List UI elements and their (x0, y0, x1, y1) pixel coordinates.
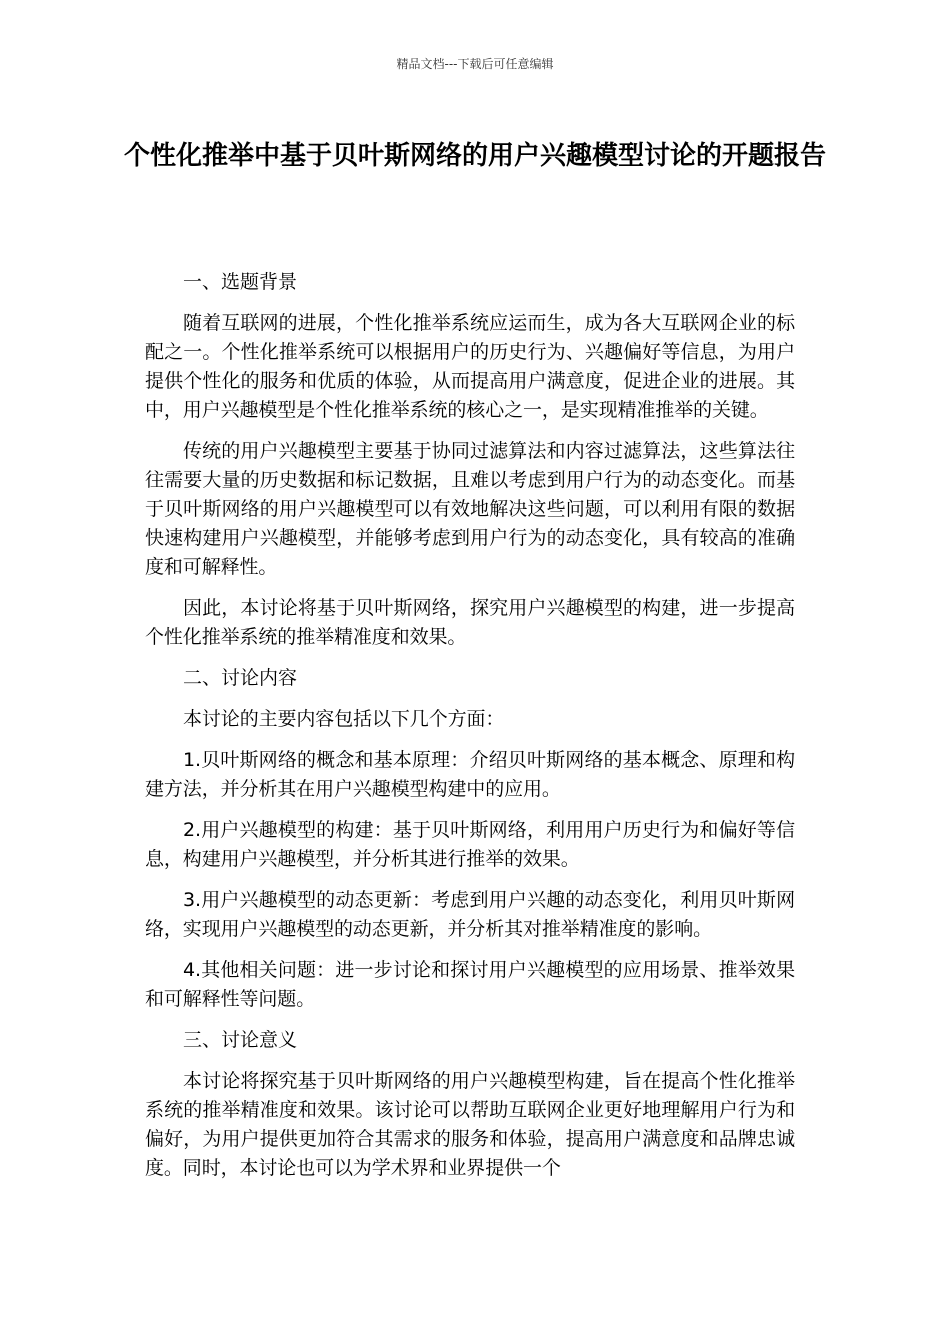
significance-paragraph-1: 本讨论将探究基于贝叶斯网络的用户兴趣模型构建，旨在提高个性化推举系统的推举精准度和效果。该讨论可以帮助互联网企业更好地理解用户行为和偏好，为用户提供更加符合其需求的服务和体验，提高用户满意度和品牌忠诚度。同时，本讨论也可以为学术界和业界提供一个 (145, 1070, 795, 1179)
content-item-3: 3.用户兴趣模型的动态更新：考虑到用户兴趣的动态变化，利用贝叶斯网络，实现用户兴趣模型的动态更新，并分析其对推举精准度的影响。 (145, 889, 795, 940)
page-header: 精品文档---下载后可任意编辑 (396, 57, 554, 71)
content-intro: 本讨论的主要内容包括以下几个方面： (183, 708, 505, 730)
content-item-4: 4.其他相关问题：进一步讨论和探讨用户兴趣模型的应用场景、推举效果和可解释性等问题。 (145, 959, 795, 1010)
section-heading-background: 一、选题背景 (183, 271, 298, 293)
content-item-2: 2.用户兴趣模型的构建：基于贝叶斯网络，利用用户历史行为和偏好等信息，构建用户兴趣模型，并分析其进行推举的效果。 (145, 819, 795, 870)
section-heading-content: 二、讨论内容 (183, 667, 298, 689)
background-paragraph-3: 因此，本讨论将基于贝叶斯网络，探究用户兴趣模型的构建，进一步提高个性化推举系统的推举精准度和效果。 (145, 597, 795, 648)
document-body (145, 268, 795, 1195)
background-paragraph-1: 随着互联网的进展，个性化推举系统应运而生，成为各大互联网企业的标配之一。个性化推举系统可以根据用户的历史行为、兴趣偏好等信息，为用户提供个性化的服务和优质的体验，从而提高用户满意度，促进企业的进展。其中，用户兴趣模型是个性化推举系统的核心之一，是实现精准推举的关键。 (145, 312, 795, 421)
document-title: 个性化推举中基于贝叶斯网络的用户兴趣模型讨论的开题报告 (123, 141, 826, 171)
section-heading-significance: 三、讨论意义 (183, 1029, 298, 1051)
background-paragraph-2: 传统的用户兴趣模型主要基于协同过滤算法和内容过滤算法，这些算法往往需要大量的历史数据和标记数据，且难以考虑到用户行为的动态变化。而基于贝叶斯网络的用户兴趣模型可以有效地解决这些问题，可以利用有限的数据快速构建用户兴趣模型，并能够考虑到用户行为的动态变化，具有较高的准确度和可解释性。 (145, 440, 795, 578)
content-item-1: 1.贝叶斯网络的概念和基本原理：介绍贝叶斯网络的基本概念、原理和构建方法，并分析其在用户兴趣模型构建中的应用。 (145, 749, 795, 800)
